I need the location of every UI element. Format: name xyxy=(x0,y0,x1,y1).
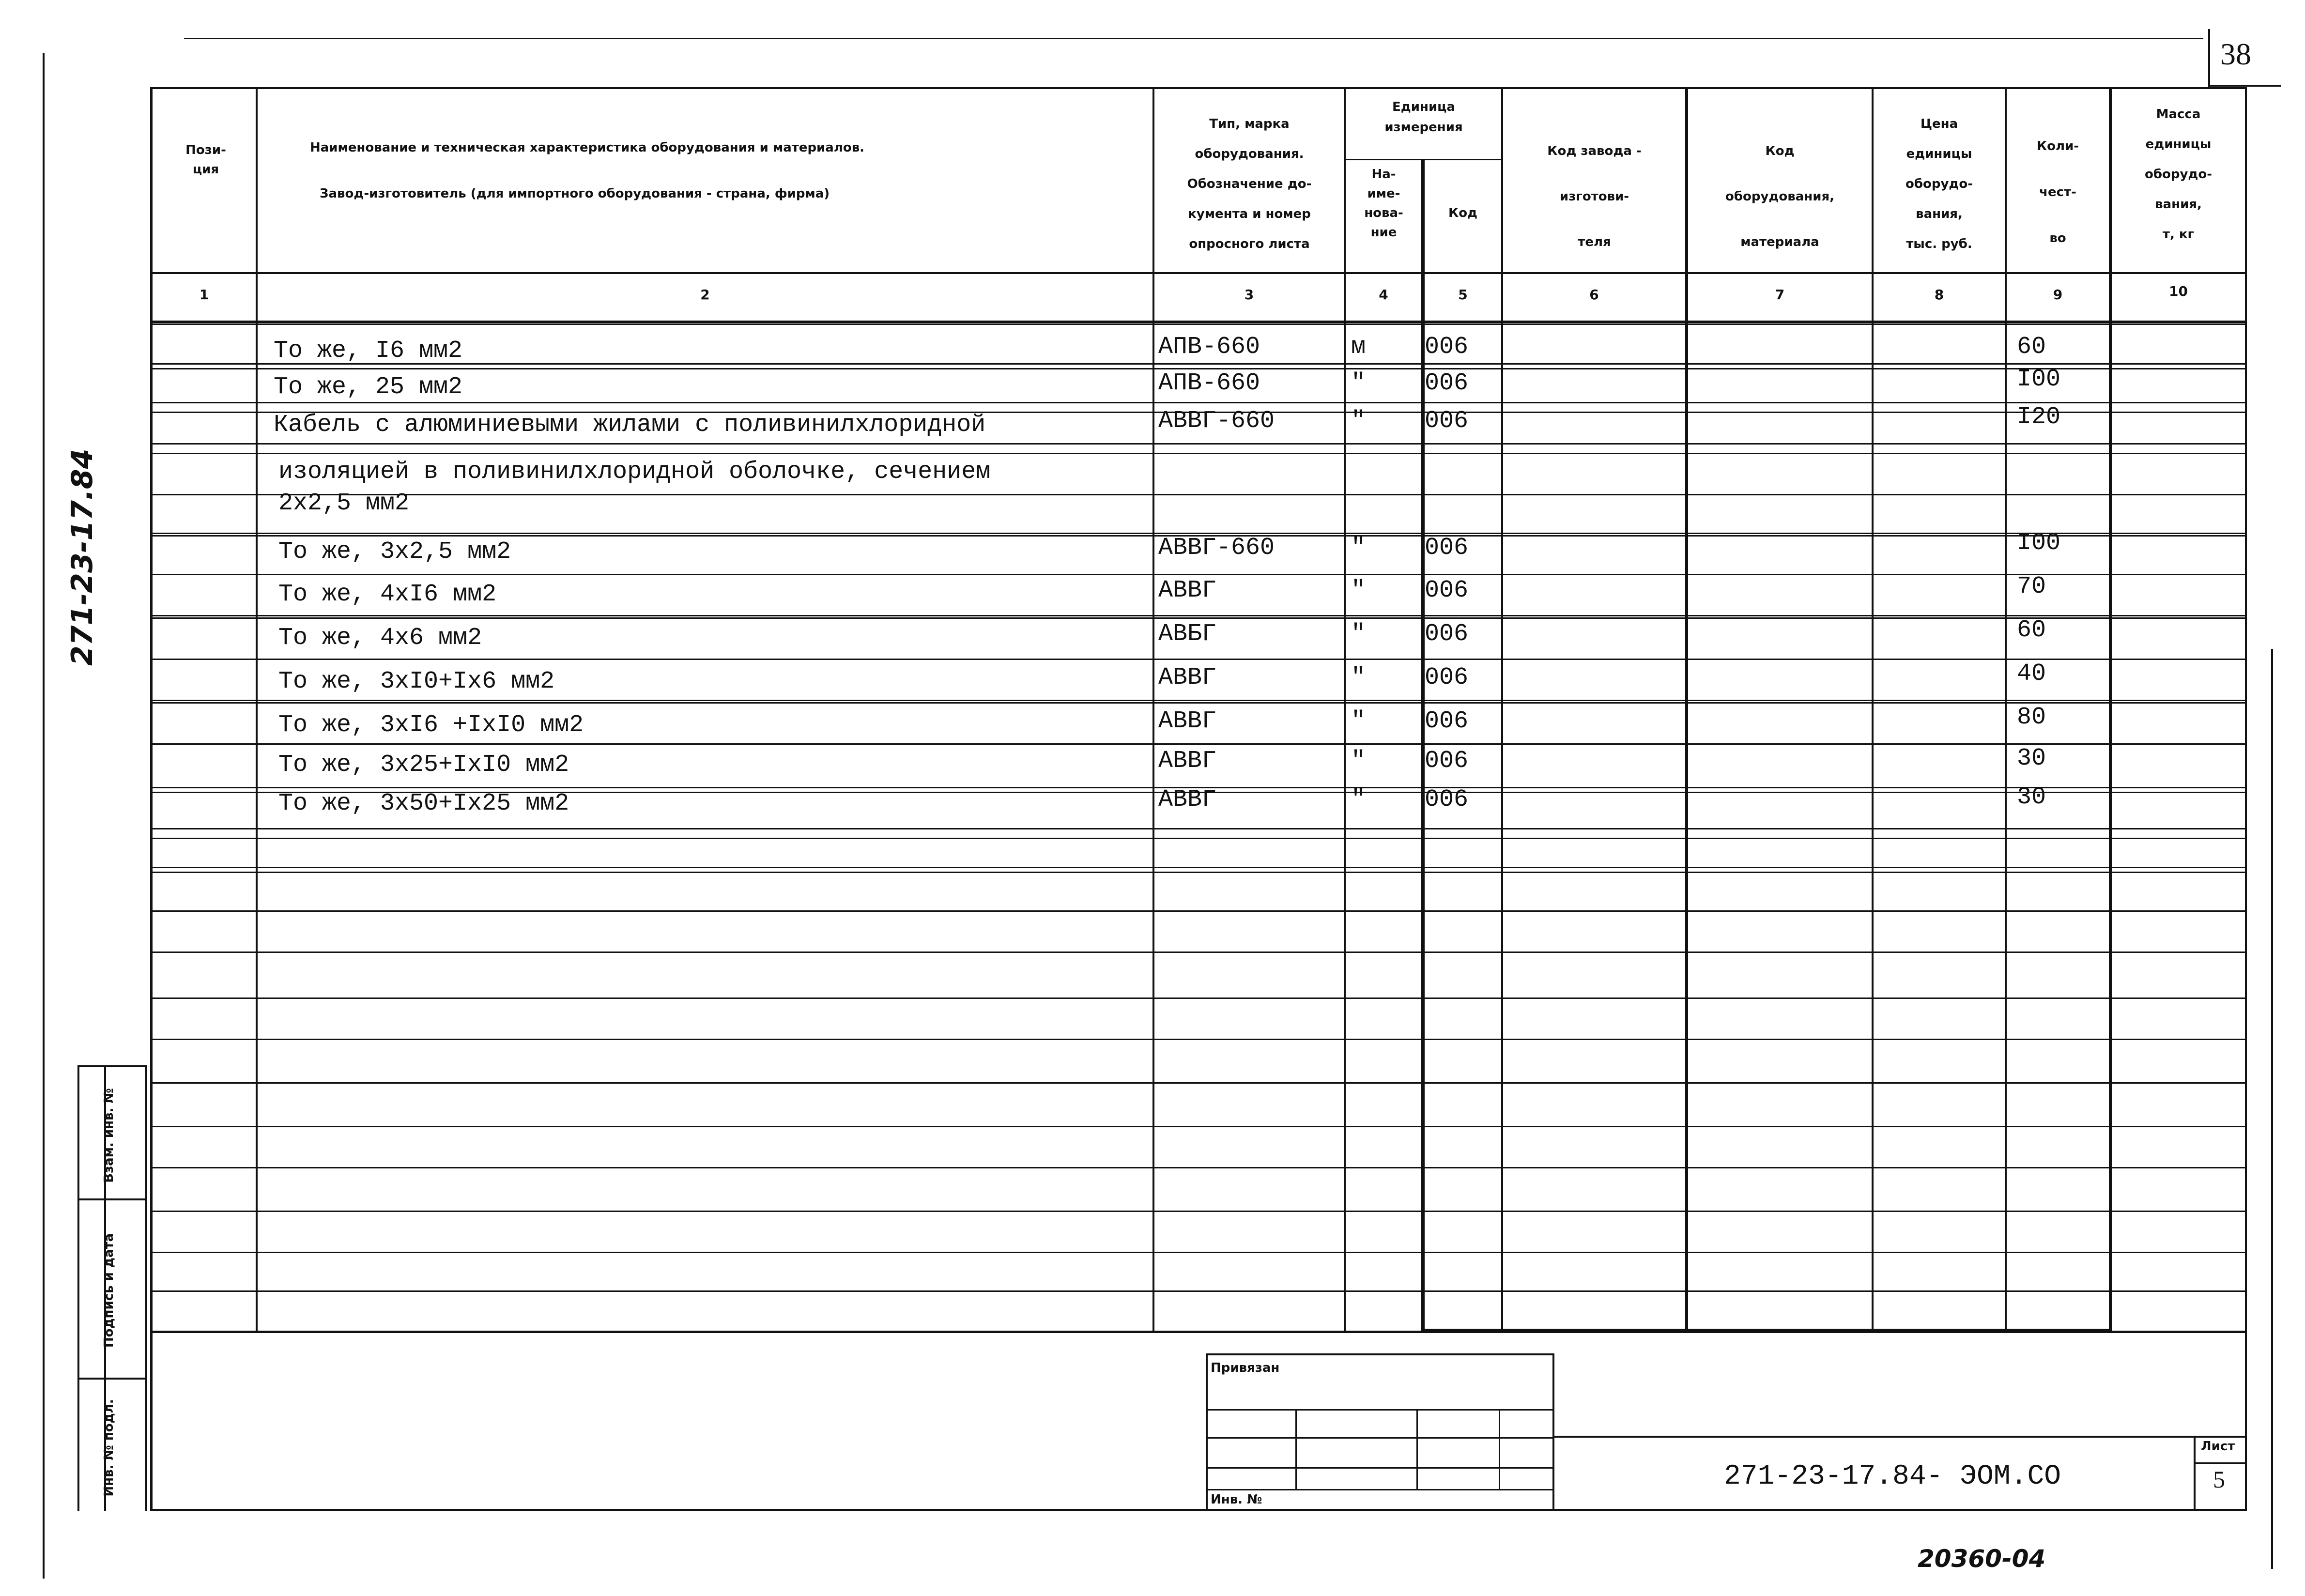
row-unit: " xyxy=(1351,664,1366,691)
header-unit-group: Единица измерения xyxy=(1384,100,1463,135)
row-line xyxy=(153,617,2245,619)
row-code: 006 xyxy=(1425,577,1469,604)
margin-inv-podl-label: Инв. № подл. xyxy=(102,1399,116,1497)
corner-box-bottom xyxy=(2208,85,2281,87)
row-type: АВВГ-660 xyxy=(1158,534,1275,562)
header-col9: Коли- чест- во xyxy=(2036,139,2079,246)
row-line xyxy=(153,323,2245,325)
row-type: АВВГ xyxy=(1158,747,1217,775)
row-type: АВВГ xyxy=(1158,707,1217,735)
row-line xyxy=(153,872,2245,873)
doc-code: 271-23-17.84- ЭОМ.СО xyxy=(1724,1461,2061,1492)
header-col2-line1: Наименование и техническая характеристика оборудования и материалов. xyxy=(310,140,865,155)
col-sep-9 xyxy=(2109,87,2112,1332)
row-line xyxy=(153,494,2245,495)
stamp-row4 xyxy=(1206,1489,1554,1490)
row-code: 006 xyxy=(1425,534,1469,562)
row-qty: 60 xyxy=(2017,616,2046,644)
stamp-inv-no: Инв. № xyxy=(1211,1492,1262,1507)
corner-sheet-number: 38 xyxy=(2220,37,2251,71)
row-code: 006 xyxy=(1425,333,1469,361)
row-line xyxy=(153,615,2245,616)
row-unit: " xyxy=(1351,369,1366,397)
col-sep-7 xyxy=(1872,87,1874,1332)
unit-group-split xyxy=(1344,159,1501,160)
row-code: 006 xyxy=(1425,407,1469,435)
row-type: АВВГ-660 xyxy=(1158,407,1275,435)
stamp-row1 xyxy=(1206,1409,1554,1411)
row-line xyxy=(153,1082,2245,1084)
row-unit: " xyxy=(1351,786,1366,813)
stamp-privyazan: Привязан xyxy=(1211,1361,1280,1375)
table-right-border xyxy=(2245,87,2247,1511)
row-type: АПВ-660 xyxy=(1158,333,1260,361)
stamp-box-top xyxy=(1206,1353,1554,1355)
row-line xyxy=(153,659,2245,660)
row-line xyxy=(153,867,2245,868)
row-line xyxy=(153,574,2245,575)
row-line xyxy=(153,363,2245,365)
row-name: То же, 3хI6 +IхI0 мм2 xyxy=(278,711,584,739)
row-line xyxy=(153,1252,2245,1253)
row-name: То же, 3хI0+Iх6 мм2 xyxy=(278,668,555,695)
colnum-3: 3 xyxy=(1244,287,1254,303)
header-col6: Код завода - изготови- теля xyxy=(1547,144,1642,249)
stamp-vcol3 xyxy=(1499,1409,1500,1489)
header-col3: Тип, марка оборудования. Обозначение до- кумента и номер опросного листа xyxy=(1187,117,1312,251)
col-sep-6 xyxy=(1685,87,1688,1332)
row-line xyxy=(153,1290,2245,1292)
header-col4: На- име- нова- ние xyxy=(1364,167,1403,240)
row-unit: " xyxy=(1351,620,1366,648)
row-name: То же, 4х6 мм2 xyxy=(278,624,482,652)
col-sep-2 xyxy=(1152,87,1154,1332)
col-sep-1 xyxy=(256,87,258,1332)
colnum-8: 8 xyxy=(1934,287,1944,303)
row-unit: " xyxy=(1351,707,1366,735)
stamp-row3 xyxy=(1206,1467,1554,1469)
row-name: То же, 4хI6 мм2 xyxy=(278,581,497,608)
row-line xyxy=(153,1167,2245,1168)
row-qty: 70 xyxy=(2017,573,2046,600)
row-name: 2х2,5 мм2 xyxy=(278,490,410,517)
colnum-bottom-line xyxy=(150,321,2247,323)
row-line xyxy=(153,743,2245,745)
colnum-2: 2 xyxy=(700,287,710,303)
col-sep-4 xyxy=(1421,160,1425,1332)
row-line xyxy=(153,910,2245,912)
row-code: 006 xyxy=(1425,369,1469,397)
row-code: 006 xyxy=(1425,620,1469,648)
row-name: То же, 3х2,5 мм2 xyxy=(278,538,511,566)
row-line xyxy=(153,402,2245,403)
row-line xyxy=(153,702,2245,704)
corner-box-left xyxy=(2208,29,2210,87)
list-box-mid xyxy=(2194,1462,2247,1464)
row-unit: м xyxy=(1351,333,1366,361)
colnum-6: 6 xyxy=(1589,287,1599,303)
row-name: изоляцией в поливинилхлоридной оболочке, сечением xyxy=(278,458,991,486)
row-line xyxy=(153,1039,2245,1040)
table-bottom-border xyxy=(150,1509,2247,1511)
colnum-5: 5 xyxy=(1458,287,1468,303)
table-top-border xyxy=(150,87,2247,89)
colnum-10: 10 xyxy=(2169,283,2188,299)
row-line xyxy=(153,998,2245,999)
row-type: АПВ-660 xyxy=(1158,369,1260,397)
row-name: То же, 3х25+IхI0 мм2 xyxy=(278,751,569,779)
header-col2-line2: Завод-изготовитель (для импортного оборудования - страна, фирма) xyxy=(320,186,830,201)
row-line xyxy=(153,1211,2245,1212)
row-type: АВВГ xyxy=(1158,664,1217,691)
row-qty: 30 xyxy=(2017,745,2046,772)
header-bottom-line xyxy=(150,272,2247,274)
row-type: АВВГ xyxy=(1158,786,1217,813)
row-unit: " xyxy=(1351,747,1366,775)
row-name: То же, 3х50+Iх25 мм2 xyxy=(278,790,569,817)
col-sep-3 xyxy=(1344,87,1346,1332)
row-line xyxy=(153,828,2245,829)
header-col8: Цена единицы оборудо- вания, тыс. руб. xyxy=(1905,117,1973,251)
bold-box-bottom xyxy=(1421,1329,2111,1332)
margin-stamp-right xyxy=(145,1065,147,1511)
header-col7: Код оборудования, материала xyxy=(1725,144,1835,249)
col-sep-5 xyxy=(1501,87,1503,1332)
row-type: АВВГ xyxy=(1158,577,1217,604)
right-page-line xyxy=(2271,649,2273,1569)
row-type: АВБГ xyxy=(1158,620,1217,648)
margin-vzam-label: Взам. инв. № xyxy=(102,1088,116,1183)
title-block-top xyxy=(1554,1436,2247,1438)
row-name: То же, 25 мм2 xyxy=(274,373,463,401)
stamp-row2 xyxy=(1206,1437,1554,1439)
row-code: 006 xyxy=(1425,747,1469,775)
row-code: 006 xyxy=(1425,786,1469,813)
row-qty: I00 xyxy=(2017,366,2061,393)
row-qty: 80 xyxy=(2017,704,2046,731)
stamp-box-left xyxy=(1206,1353,1208,1511)
bottom-code: 20360-04 xyxy=(1918,1545,2046,1573)
row-qty: 30 xyxy=(2017,783,2046,811)
list-number: 5 xyxy=(2213,1466,2225,1493)
colnum-7: 7 xyxy=(1775,287,1785,303)
colnum-1: 1 xyxy=(199,287,209,303)
colnum-9: 9 xyxy=(2053,287,2063,303)
row-line xyxy=(153,700,2245,701)
row-name: То же, I6 мм2 xyxy=(274,337,463,365)
side-code: 271-23-17.84 xyxy=(65,448,99,666)
row-line xyxy=(153,951,2245,953)
row-code: 006 xyxy=(1425,707,1469,735)
list-label: Лист xyxy=(2201,1439,2235,1454)
header-col1: Пози- ция xyxy=(185,143,226,177)
row-line xyxy=(153,443,2245,445)
row-unit: " xyxy=(1351,407,1366,435)
row-qty: I20 xyxy=(2017,403,2061,431)
top-thin-line xyxy=(184,38,2203,39)
row-qty: 60 xyxy=(2017,333,2046,361)
list-box-left xyxy=(2194,1436,2196,1511)
stamp-vcol2 xyxy=(1416,1409,1418,1489)
row-line xyxy=(153,453,2245,454)
margin-stamp-left xyxy=(77,1065,79,1511)
stamp-box-right xyxy=(1552,1353,1554,1511)
row-line xyxy=(153,838,2245,839)
header-col5: Код xyxy=(1448,206,1478,220)
row-unit: " xyxy=(1351,577,1366,604)
col-sep-8 xyxy=(2005,87,2007,1332)
row-qty: I00 xyxy=(2017,529,2061,557)
row-qty: 40 xyxy=(2017,660,2046,688)
row-name: Кабель с алюминиевыми жилами с поливинилхлоридной xyxy=(274,411,986,439)
header-col10: Масса единицы оборудо- вания, т, кг xyxy=(2144,107,2213,242)
row-unit: " xyxy=(1351,534,1366,562)
row-line xyxy=(153,1126,2245,1127)
stamp-vcol1 xyxy=(1295,1409,1297,1489)
row-code: 006 xyxy=(1425,664,1469,691)
left-page-line xyxy=(43,53,45,1579)
colnum-4: 4 xyxy=(1379,287,1388,303)
margin-podpis-label: Подпись и дата xyxy=(102,1233,116,1348)
